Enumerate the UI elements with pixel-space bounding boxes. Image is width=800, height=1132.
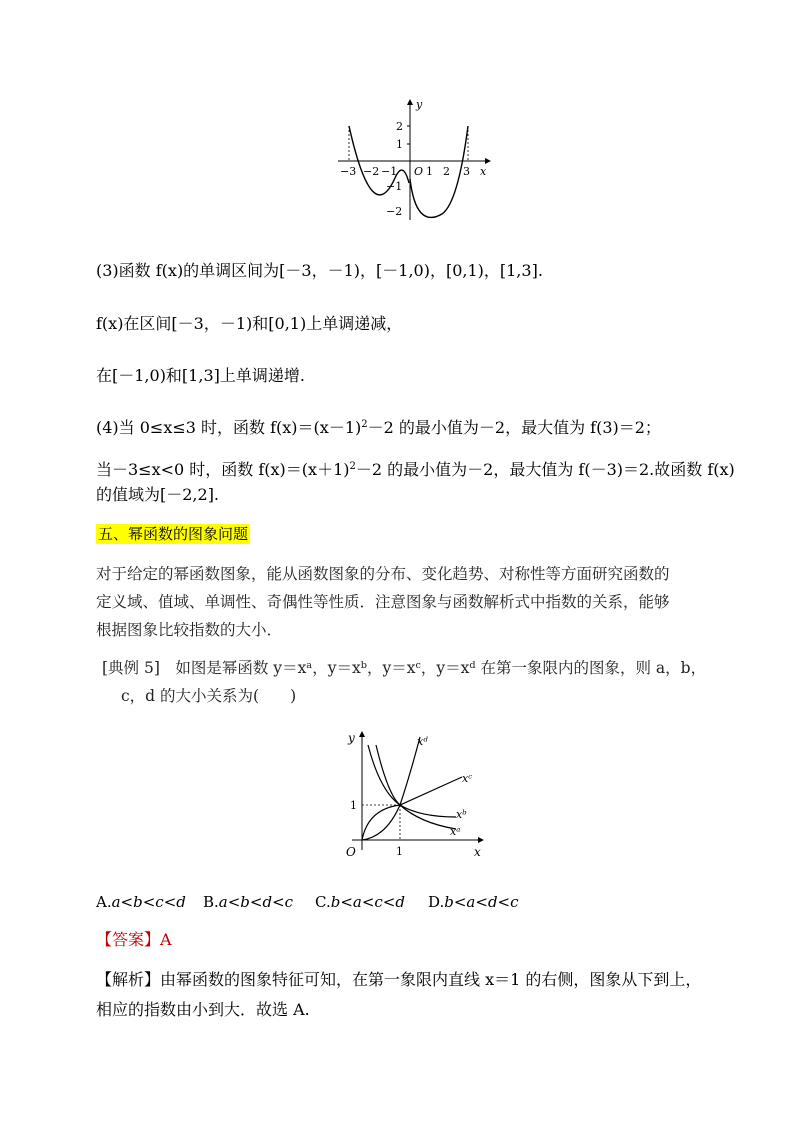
fig1-xtick-3: 3 xyxy=(463,165,470,178)
option-d-text: b<a<d<c xyxy=(444,893,519,911)
option-a[interactable] xyxy=(96,893,186,911)
answer-tag: 【答案】 xyxy=(96,930,161,949)
part4-line3: 的值域为[－2,2]. xyxy=(96,485,220,504)
fig1-origin: O xyxy=(414,165,424,178)
fig2-origin: O xyxy=(346,845,356,859)
fig1-xtick-n1: −1 xyxy=(381,165,398,178)
fig2-x-arrow xyxy=(478,837,484,843)
x-axis-arrow xyxy=(485,158,491,164)
option-b-text: a<b<d<c xyxy=(218,893,294,911)
fig2-y-label: y xyxy=(348,731,355,745)
part4-line1-b: －2 的最小值为－2，最大值为 f(3)＝2； xyxy=(367,418,661,437)
part4-line1-a: (4)当 0≤x≤3 时，函数 f(x)＝(x－1) xyxy=(96,418,362,437)
fig1-y-label: y xyxy=(416,98,423,111)
fig1-ytick-1: 1 xyxy=(396,138,403,151)
figure-piecewise-graph xyxy=(330,95,495,225)
fig1-ytick-n1: −1 xyxy=(386,180,403,193)
part3-line3: 在[－1,0)和[1,3]上单调递增. xyxy=(96,366,305,385)
section-desc-2: 定义域、值域、单调性、奇偶性等性质．注意图象与函数解析式中指数的关系，能够 xyxy=(96,593,670,611)
option-a-label: A. xyxy=(96,893,112,911)
curve-xb xyxy=(376,745,456,817)
fig2-label-xb: xᵇ xyxy=(456,808,467,821)
analysis-line2: 相应的指数由小到大．故选 A. xyxy=(96,1000,310,1019)
answer-line xyxy=(96,929,172,951)
fig2-y-arrow xyxy=(359,731,365,737)
part3-line1: (3)函数 f(x)的单调区间为[－3，－1)，[－1,0)，[0,1)，[1,3]. xyxy=(96,261,543,280)
fig1-ytick-2: 2 xyxy=(396,120,403,133)
example-line1: [典例 5] 如图是幂函数 y＝xᵃ，y＝xᵇ，y＝xᶜ，y＝xᵈ 在第一象限内的图象，则 a，b， xyxy=(102,659,707,677)
figure-power-functions xyxy=(338,725,490,868)
curve-xc xyxy=(362,777,462,840)
answer-value: A xyxy=(160,930,172,949)
fig1-xtick-n2: −2 xyxy=(363,165,380,178)
example-line2: c，d 的大小关系为( ) xyxy=(121,687,297,705)
part4-line2-b: －2 的最小值为－2，最大值为 f(－3)＝2.故函数 f(x) xyxy=(355,460,735,479)
fig2-label-xa: xᵃ xyxy=(450,825,461,838)
fig2-x-label: x xyxy=(474,845,481,859)
fig2-label-xd: xᵈ xyxy=(417,735,428,748)
option-c[interactable] xyxy=(315,893,405,911)
fig2-tick-y1: 1 xyxy=(350,799,357,812)
section-desc-1: 对于给定的幂函数图象，能从函数图象的分布、变化趋势、对称性等方面研究函数的 xyxy=(96,565,670,583)
curve-xd xyxy=(362,737,420,840)
option-b[interactable] xyxy=(203,893,293,911)
part4-line1 xyxy=(96,414,661,439)
analysis-line1: 【解析】由幂函数的图象特征可知，在第一象限内直线 x＝1 的右侧，图象从下到上， xyxy=(96,970,702,989)
part4-line2 xyxy=(96,456,735,481)
part3-line2: f(x)在区间[－3，－1)和[0,1)上单调递减， xyxy=(96,314,403,333)
part4-line2-sup: 2 xyxy=(349,461,356,472)
section-desc-3: 根据图象比较指数的大小． xyxy=(96,621,283,639)
section-heading-text: 五、幂函数的图象问题 xyxy=(98,525,249,543)
option-c-text: b<a<c<d xyxy=(330,893,405,911)
fig1-xtick-2: 2 xyxy=(443,165,450,178)
y-axis-arrow xyxy=(407,99,413,105)
option-d-label: D. xyxy=(428,893,445,911)
option-a-text: a<b<c<d xyxy=(111,893,186,911)
fig1-x-label: x xyxy=(480,165,487,178)
fig1-ytick-n2: −2 xyxy=(386,205,403,218)
option-c-label: C. xyxy=(315,893,331,911)
option-b-label: B. xyxy=(203,893,219,911)
part4-line1-sup: 2 xyxy=(361,419,368,430)
option-d[interactable] xyxy=(428,893,519,911)
fig2-label-xc: xᶜ xyxy=(462,772,473,785)
part4-line2-a: 当－3≤x<0 时，函数 f(x)＝(x＋1) xyxy=(96,460,350,479)
section-heading xyxy=(96,523,250,544)
fig2-tick-x1: 1 xyxy=(396,845,403,858)
fig1-xtick-n3: −3 xyxy=(340,165,357,178)
fig1-xtick-1: 1 xyxy=(426,165,433,178)
